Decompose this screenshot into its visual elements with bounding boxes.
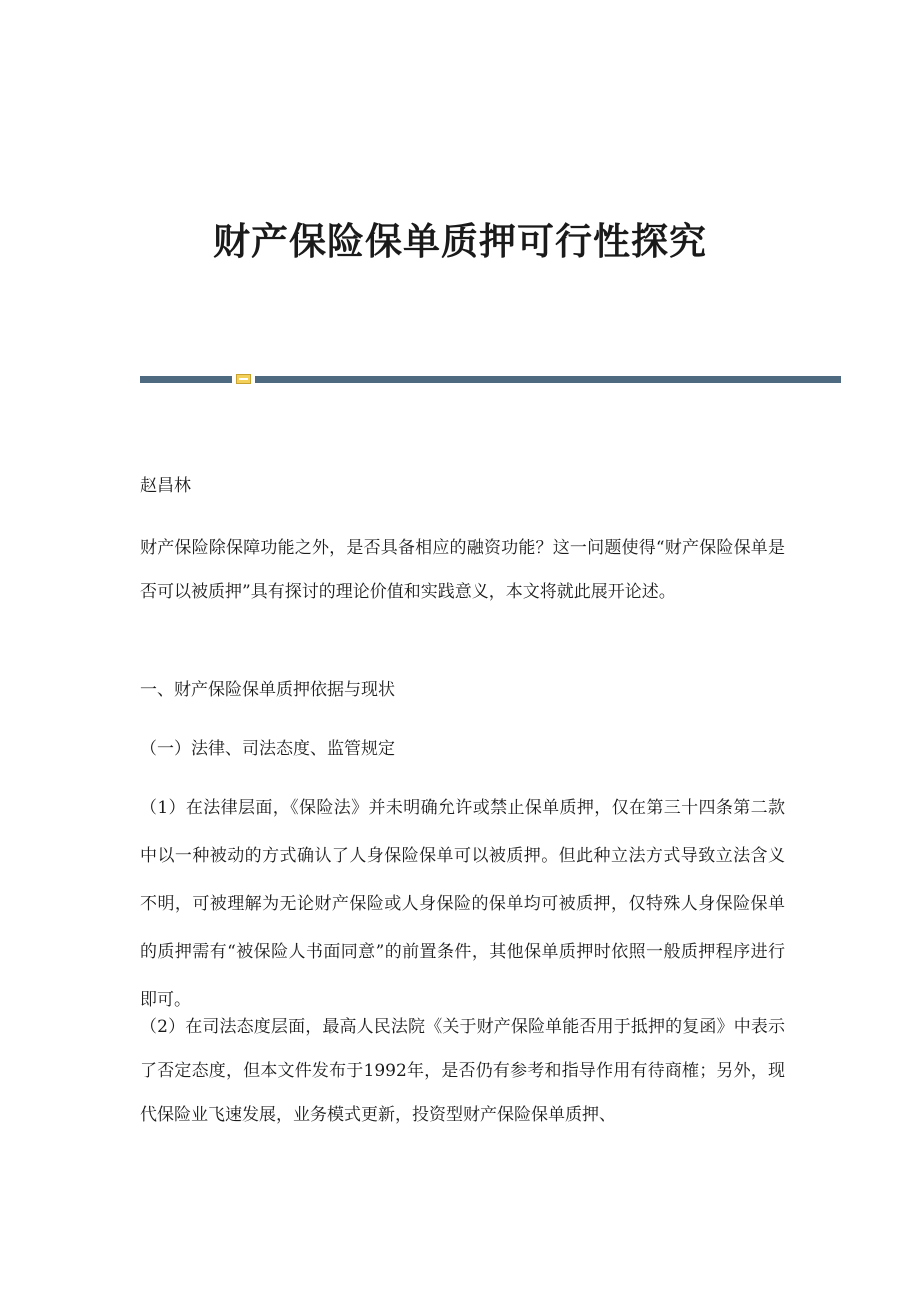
divider-right-bar bbox=[255, 376, 841, 383]
author-name: 赵昌林 bbox=[140, 476, 191, 496]
body-paragraph-law: （1）在法律层面，《保险法》并未明确允许或禁止保单质押，仅在第三十四条第二款中以一种被动的方式确认了人身保险保单可以被质押。但此种立法方式导致立法含义不明，可被理解为无论财产保险或人身保险的保单均可被质押，仅特殊人身保险保单的质押需有“被保险人书面同意”的前置条件，其他保单质押时依照一般质押程序进行即可。 bbox=[140, 798, 785, 1010]
section-heading: 一、财产保险保单质押依据与现状 bbox=[140, 680, 395, 700]
document-title: 财产保险保单质押可行性探究 bbox=[213, 219, 707, 263]
divider-left-bar bbox=[140, 376, 232, 383]
abstract-paragraph: 财产保险除保障功能之外，是否具备相应的融资功能？这一问题使得“财产保险保单是否可以被质押”具有探讨的理论价值和实践意义，本文将就此展开论述。 bbox=[140, 538, 785, 602]
divider-emblem-icon bbox=[236, 374, 251, 384]
title-divider bbox=[140, 374, 841, 384]
body-paragraph-judicial: （2）在司法态度层面，最高人民法院《关于财产保险单能否用于抵押的复函》中表示了否定态度，但本文件发布于1992年，是否仍有参考和指导作用有待商榷；另外，现代保险业飞速发展，业务模式更新，投资型财产保险保单质押、 bbox=[140, 1017, 785, 1125]
subsection-heading: （一）法律、司法态度、监管规定 bbox=[140, 739, 395, 759]
